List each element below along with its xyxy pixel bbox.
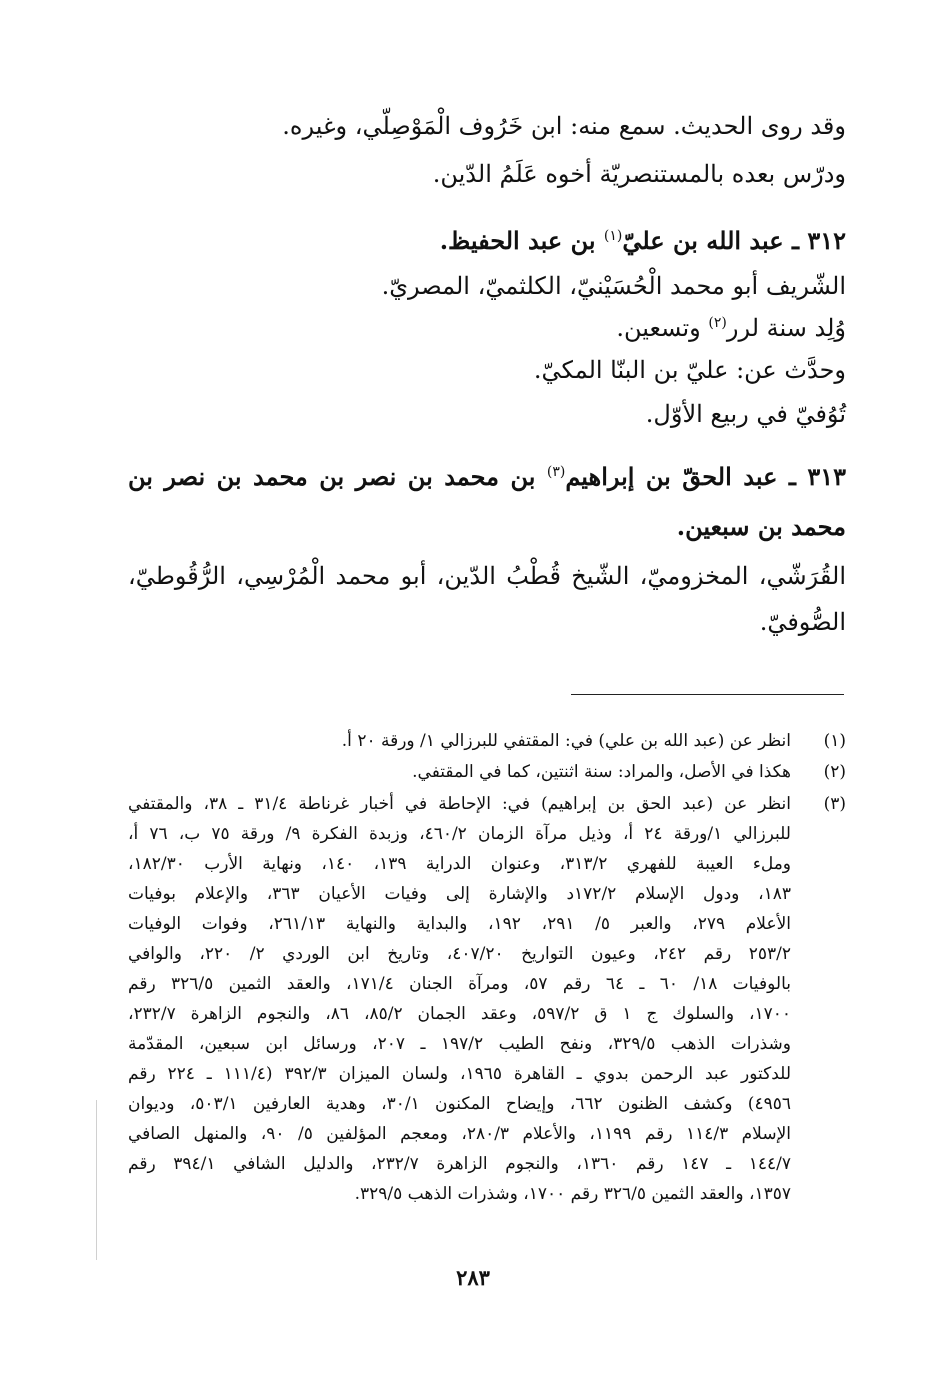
footnote-3-line: بالوفيات ١٨/ ٦٠ ـ ٦٤ رقم ٥٧، ومرآة الجنان ١٧١/٤، والعقد الثمين ٣٢٦/٥ رقم [128, 974, 791, 994]
footnote-3-line: ٢٥٣/٢ رقم ٢٤٢، وعيون التواريخ ٤٠٧/٢٠، وتاريخ ابن الوردي ٢/ ٢٢٠، والوافي [128, 944, 791, 964]
entry-313-line-2: الصُّوفيّ. [759, 608, 846, 636]
entry-312-heading [440, 226, 846, 255]
footnote-3-line: وملء العيبة للفهري ٣١٣/٢، وعنوان الدراية ١٣٩، ١٤٠، ونهاية الأرب ١٨٢/٣٠، [128, 854, 792, 874]
entry-312-line-2-part-a: وُلِد سنة لرر [726, 314, 846, 342]
body-line-2: ودرّس بعده بالمستنصريّة أخوه عَلَمُ الدّين. [432, 160, 846, 188]
entry-312-heading-part-a: ٣١٢ ـ عبد الله بن عليّ [622, 226, 846, 255]
page-number: ٢٨٣ [456, 1265, 490, 1290]
footnote-1-text: انظر عن (عبد الله بن علي) في: المقتفي للبرزالي ١/ ورقة ٢٠ أ. [341, 731, 791, 751]
entry-312-line-2 [616, 314, 846, 342]
entry-312-heading-part-b: بن عبد الحفيظ. [439, 226, 604, 255]
footnote-3-line: ١٨٣، ودول الإسلام ١٧٢/٢د والإشارة إلى وفيات الأعيان ٣٦٣، والإعلام بوفيات [128, 884, 791, 904]
footnote-2-number: (٢) [823, 762, 846, 782]
entry-313-heading-line-2: محمد بن سبعين. [676, 512, 846, 541]
footnote-3-number: (٣) [823, 794, 846, 814]
entry-313-heading-part-b: بن محمد بن نصر بن محمد بن نصر بن [128, 462, 547, 491]
entry-312-line-1: الشّريف أبو محمد الْحُسَيْنيّ، الكلثميّ، المصريّ. [381, 272, 846, 300]
footnote-3-line: وشذرات الذهب ٣٢٩/٥، ونفح الطيب ١٩٧/٢ ـ ٢٠٧، ورسائل ابن سبعين، المقدّمة [128, 1034, 792, 1054]
entry-313-heading-part-a: ٣١٣ ـ عبد الحقّ بن إبراهيم [565, 462, 846, 491]
footnote-ref-2[interactable]: (٢) [708, 315, 727, 331]
footnote-separator [571, 694, 844, 695]
footnote-2-text: هكذا في الأصل، والمراد: سنة اثنتين، كما في المقتفي. [412, 762, 791, 782]
body-line-1: وقد روى الحديث. سمع منه: ابن خَرُوف الْمَوْصِلّي، وغيره. [282, 112, 846, 140]
entry-312-line-2-part-b: وتسعين. [616, 314, 709, 342]
footnote-ref-3[interactable]: (٣) [546, 464, 566, 480]
footnote-3-line: ١٤٤/٧ ـ ١٤٧ رقم ١٣٦٠، والنجوم الزاهرة ٢٣٢/٧، والدليل الشافي ٣٩٤/١ رقم [128, 1154, 791, 1174]
entry-313-line-1: القُرَشّي، المخزوميّ، الشّيخ قُطْبُ الدّين، أبو محمد الْمُرْسِي، الرُّقُوطيّ، [128, 562, 846, 590]
footnote-ref-1[interactable]: (١) [603, 228, 623, 244]
footnote-3-line: انظر عن (عبد الحق بن إبراهيم) في: الإحاطة في أخبار غرناطة ٣١/٤ ـ ٣٨، والمقتفي [128, 794, 791, 814]
footnote-3-line: الأعلام ٢٧٩، والعبر ٥/ ٢٩١، ١٩٢، والبداية والنهاية ٢٦١/١٣، وفوات الوفيات [128, 914, 792, 934]
entry-312-line-4: تُوُفيّ في ربيع الأوّل. [645, 400, 846, 428]
footnote-3-line: للدكتور عبد الرحمن بدوي ـ القاهرة ١٩٦٥، ولسان الميزان ٣٩٢/٣ (١١١/٤ ـ ٢٢٤ رقم [128, 1064, 791, 1084]
footnote-1-number: (١) [823, 731, 846, 751]
footnote-3-line: الإسلام ١١٤/٣ رقم ١١٩٩، والأعلام ٢٨٠/٣، ومعجم المؤلفين ٥/ ٩٠، والمنهل الصافي [128, 1124, 791, 1144]
footnote-3-line: ١٣٥٧، والعقد الثمين ٣٢٦/٥ رقم ١٧٠٠، وشذرات الذهب ٣٢٩/٥. [354, 1184, 791, 1204]
footnote-3-line: للبرزالي ١/ورقة ٢٤ أ، وذيل مرآة الزمان ٤٦٠/٢، وزبدة الفكرة ٩/ ورقة ٧٥ ب، ٧٦ أ، [128, 824, 791, 844]
footnote-3-line: ١٧٠٠، والسلوك ج ١ ق ٥٩٧/٢، وعقد الجمان ٨٥/٢، ٨٦، والنجوم الزاهرة ٢٣٢/٧، [128, 1004, 792, 1024]
entry-313-heading [128, 462, 846, 491]
footnote-3-line: ٤٩٥٦) وكشف الظنون ٦٦٢، وإيضاح المكنون ٣٠/١، وهدية العارفين ٥٠٣/١، وديوان [128, 1094, 791, 1114]
scan-margin-line [96, 1100, 97, 1260]
entry-312-line-3: وحدَّث عن: عليّ بن البنّا المكيّ. [533, 356, 846, 384]
